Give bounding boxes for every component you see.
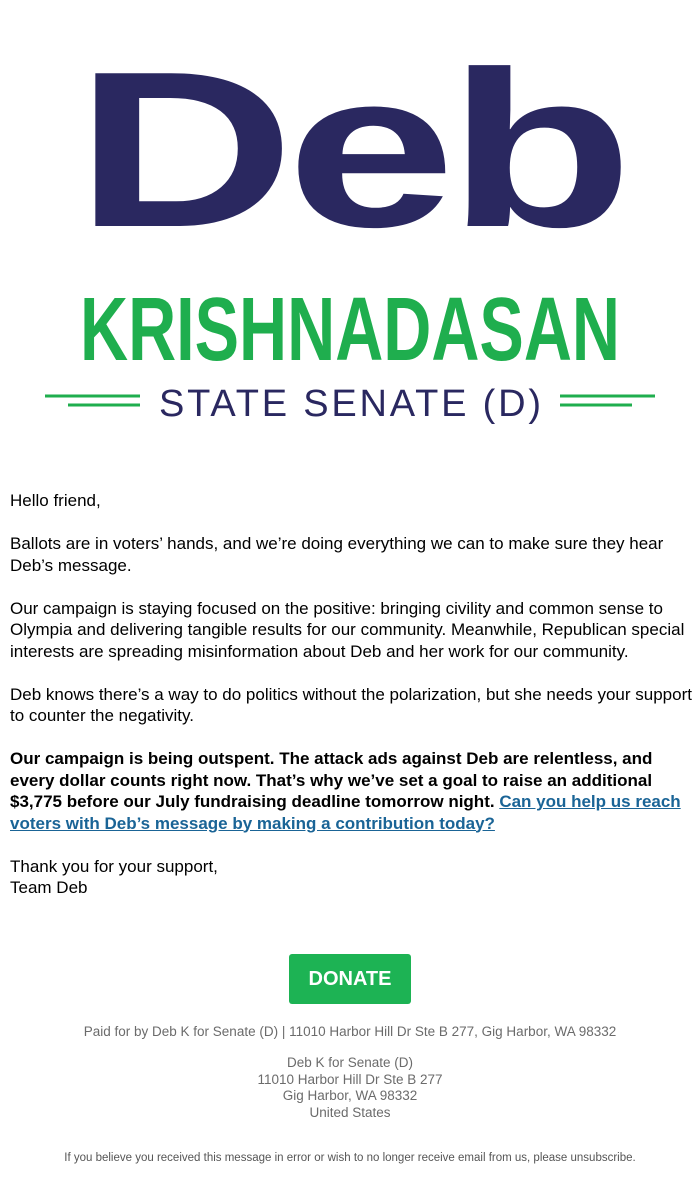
outspent-bold-text: Our campaign is being outspent. The attack ads against Deb are relentless, and every dollar counts right now. That’s why we’ve set a goal to raise an additional $3,775 before our July fundraising deadline tomorrow night. xyxy=(10,749,653,811)
mailing-address xyxy=(0,1055,700,1121)
logo-name-first: Deb xyxy=(75,26,625,274)
paid-for-disclaimer: Paid for by Deb K for Senate (D) | 11010 Harbor Hill Dr Ste B 277, Gig Harbor, WA 98332 xyxy=(83,1024,617,1039)
contribution-link[interactable]: Can you help us reach voters with Deb’s message by making a contribution today? xyxy=(10,792,681,833)
address-line: Gig Harbor, WA 98332 xyxy=(282,1088,418,1103)
paragraph-ballots: Ballots are in voters’ hands, and we’re doing everything we can to make sure they hear Deb’s message. xyxy=(10,534,664,575)
unsubscribe-notice[interactable]: If you believe you received this message in error or wish to no longer receive email from us, please unsubscribe. xyxy=(64,1152,636,1164)
signoff: Thank you for your support, xyxy=(10,856,218,876)
logo-divider-right xyxy=(560,396,655,405)
email-body xyxy=(10,490,694,920)
logo-office: STATE SENATE (D) xyxy=(159,383,541,425)
paragraph-positive: Our campaign is staying focused on the positive: bringing civility and common sense to Olympia and delivering tangible results for our community. Meanwhile, Republican special interests are spreading misinformation about Deb and her work for our community. xyxy=(10,598,685,661)
campaign-logo xyxy=(0,0,700,440)
address-line: Deb K for Senate (D) xyxy=(286,1055,414,1070)
logo-name-last: KRISHNADASAN xyxy=(80,280,620,380)
address-line: 11010 Harbor Hill Dr Ste B 277 xyxy=(257,1071,443,1087)
signoff-block xyxy=(10,856,694,899)
donate-button[interactable]: DONATE xyxy=(289,954,411,1004)
address-line: United States xyxy=(309,1104,391,1120)
logo-divider-left xyxy=(45,396,140,405)
paragraph-polarization: Deb knows there’s a way to do politics without the polarization, but she needs your support to counter the negativity. xyxy=(10,684,692,725)
greeting: Hello friend, xyxy=(10,491,101,510)
donate-container xyxy=(0,954,700,1004)
paragraph-outspent xyxy=(10,748,694,834)
signature: Team Deb xyxy=(10,878,88,897)
